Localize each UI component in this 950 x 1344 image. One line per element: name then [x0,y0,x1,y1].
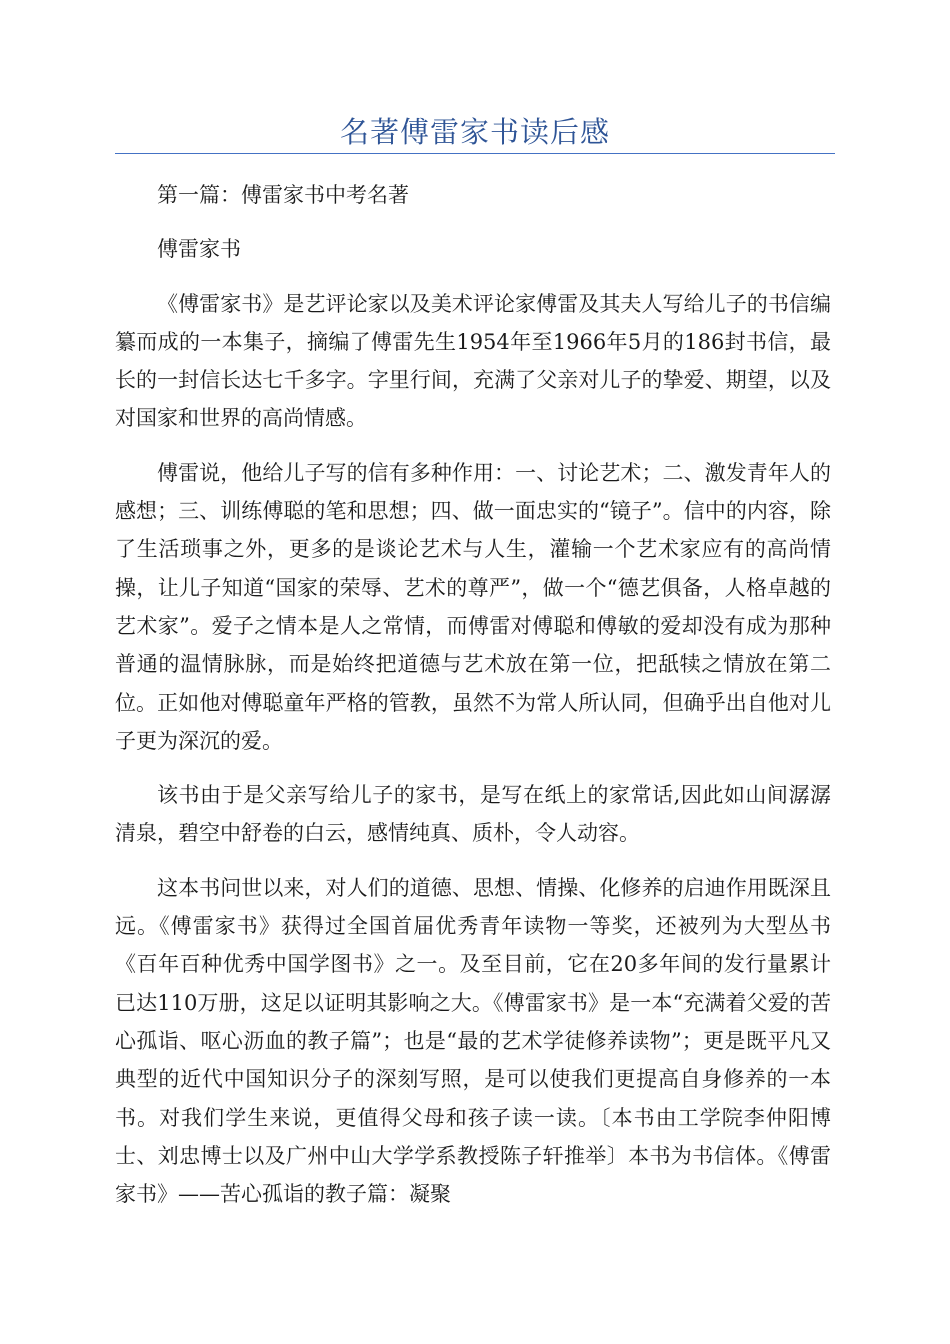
subheading: 傅雷家书 [157,237,241,262]
title-underline [115,153,835,154]
paragraph: 这本书问世以来，对人们的道德、思想、情操、化修养的启迪作用既深且远。《傅雷家书》获得过全国首届优秀青年读物一等奖，还被列为大型丛书《百年百种优秀中国学图书》之一。及至目前，它在20多年间的发行量累计已达110万册，这足以证明其影响之大。《傅雷家书》是一本“充满着父爱的苦心孤诣、呕心沥血的教子篇”；也是“最的艺术学徒修养读物”；更是既平凡又典型的近代中国知识分子的深刻写照，是可以使我们更提高自身修养的一本书。对我们学生来说，更值得父母和孩子读一读。〔本书由工学院李仲阳博士、刘忠博士以及广州中山大学学系教授陈子轩推举〕本书为书信体。《傅雷家书》——苦心孤诣的教子篇：凝聚 [115,875,831,1207]
paragraph: 《傅雷家书》是艺评论家以及美术评论家傅雷及其夫人写给儿子的书信编纂而成的一本集子，摘编了傅雷先生1954年至1966年5月的186封书信，最长的一封信长达七千多字。字里行间，充满了父亲对儿子的挚爱、期望，以及对国家和世界的高尚情感。 [115,291,831,431]
document-title: 名著傅雷家书读后感 [339,115,610,149]
section-heading: 第一篇：傅雷家书中考名著 [157,183,409,207]
paragraph: 傅雷说，他给儿子写的信有多种作用：一、讨论艺术；二、激发青年人的感想；三、训练傅聪的笔和思想；四、做一面忠实的“镜子”。信中的内容，除了生活琐事之外，更多的是谈论艺术与人生，灌输一个艺术家应有的高尚情操，让儿子知道“国家的荣辱、艺术的尊严”，做一个“德艺俱备，人格卓越的艺术家”。爱子之情本是人之常情，而傅雷对傅聪和傅敏的爱却没有成为那种普通的温情脉脉，而是始终把道德与艺术放在第一位，把舐犊之情放在第二位。正如他对傅聪童年严格的管教，虽然不为常人所认同，但确乎出自他对儿子更为深沉的爱。 [115,460,831,753]
document-body [115,176,831,1229]
paragraph: 该书由于是父亲写给儿子的家书，是写在纸上的家常话,因此如山间潺潺清泉，碧空中舒卷的白云，感情纯真、质朴，令人动容。 [115,783,831,846]
